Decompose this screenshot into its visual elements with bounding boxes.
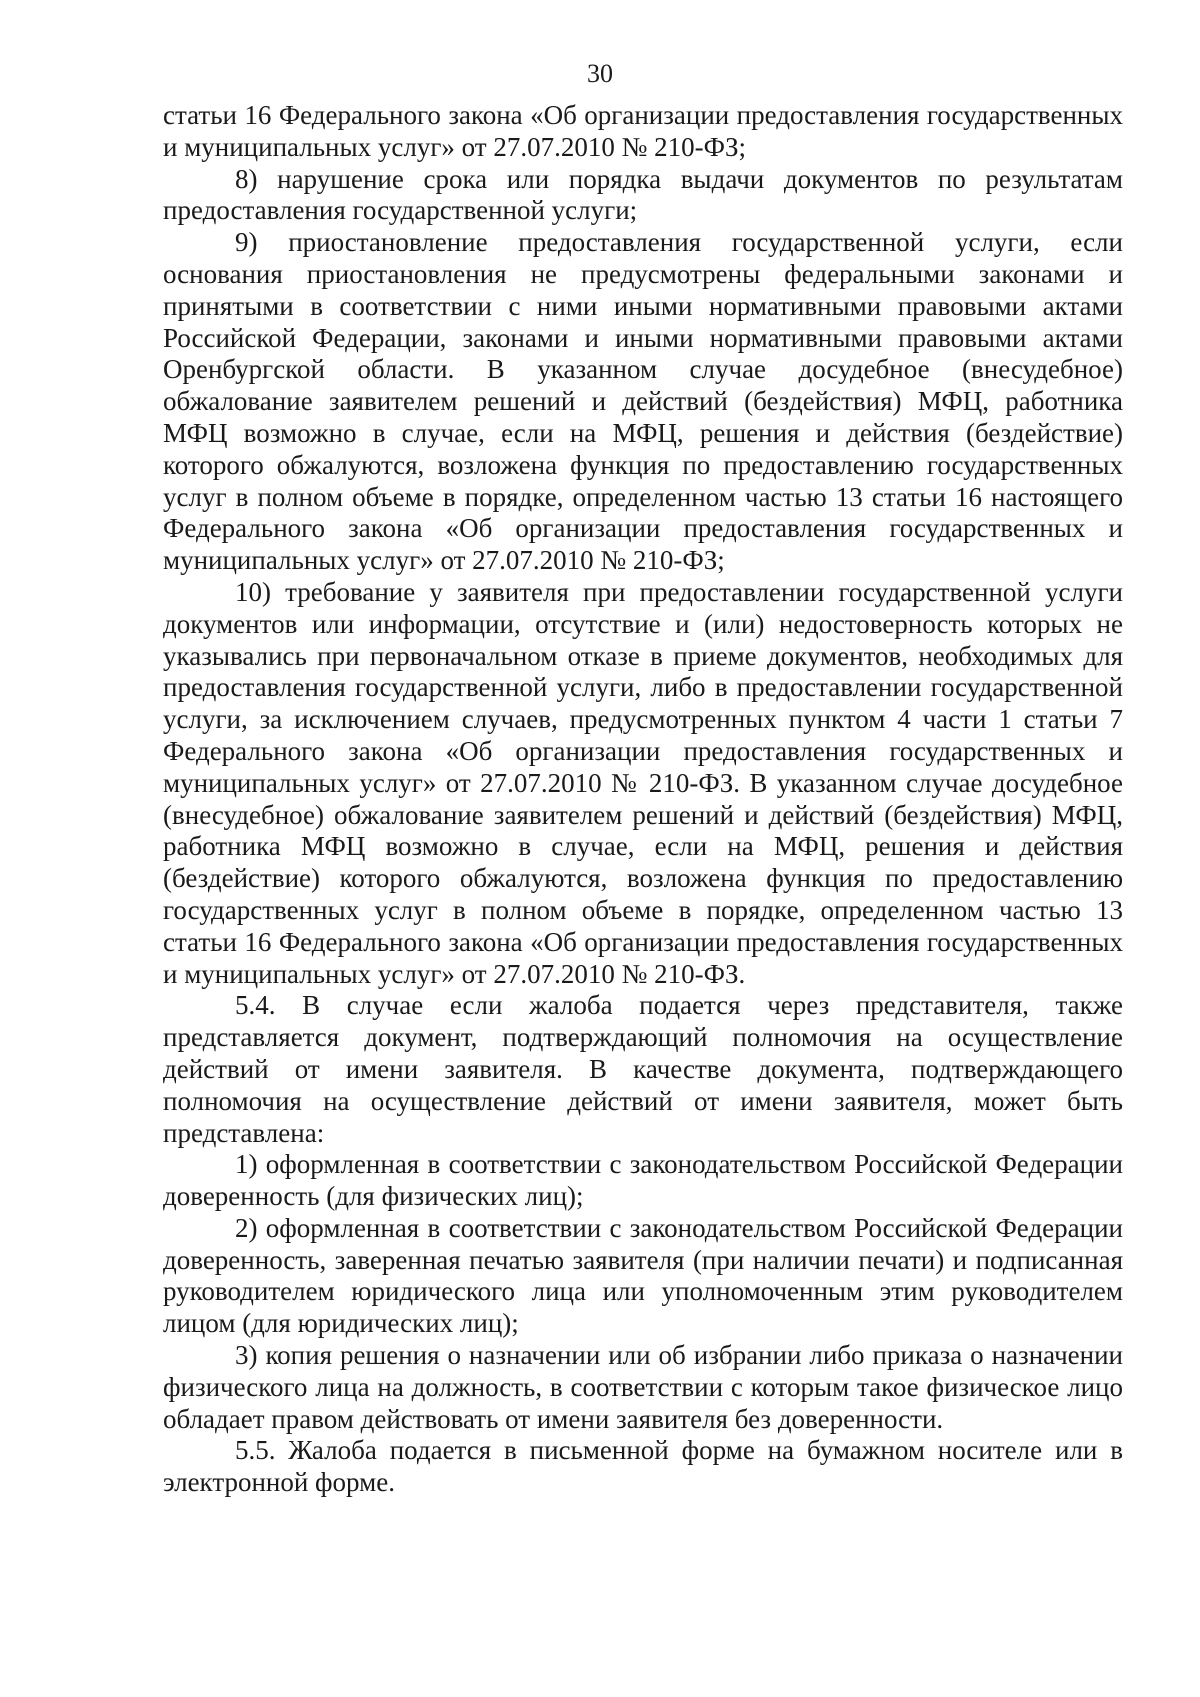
- paragraph-sub-item-2: 2) оформленная в соответствии с законодательством Российской Федерации доверенность, заверенная печатью заявителя (при наличии печати) и подписанная руководителем юридического лица или уполномоченным этим руководителем лицом (для юридических лиц);: [163, 1212, 1123, 1339]
- paragraph-item-8: 8) нарушение срока или порядка выдачи документов по результатам предоставления государственной услуги;: [163, 163, 1123, 226]
- paragraph-item-9: 9) приостановление предоставления государственной услуги, если основания приостановления не предусмотрены федеральными законами и принятыми в соответствии с ними иными нормативными правовыми актами Российской Федерации, законами и иными нормативными правовыми актами Оренбургской области. В указанном случае досудебное (внесудебное) обжалование заявителем решений и действий (бездействия) МФЦ, работника МФЦ возможно в случае, если на МФЦ, решения и действия (бездействие) которого обжалуются, возложена функция по предоставлению государственных услуг в полном объеме в порядке, определенном частью 13 статьи 16 настоящего Федерального закона «Об организации предоставления государственных и муниципальных услуг» от 27.07.2010 № 210-ФЗ;: [163, 227, 1123, 576]
- paragraph-continuation: статьи 16 Федерального закона «Об организации предоставления государственных и муниципальных услуг» от 27.07.2010 № 210-ФЗ;: [163, 100, 1123, 162]
- paragraph-section-5-5: 5.5. Жалоба подается в письменной форме на бумажном носителе или в электронной форме.: [163, 1435, 1123, 1498]
- paragraph-item-10: 10) требование у заявителя при предоставлении государственной услуги документов или информации, отсутствие и (или) недостоверность которых не указывались при первоначальном отказе в приеме документов, необходимых для предоставления государственной услуги, либо в предоставлении государственной услуги, за исключением случаев, предусмотренных пунктом 4 части 1 статьи 7 Федерального закона «Об организации предоставления государственных и муниципальных услуг» от 27.07.2010 № 210-ФЗ. В указанном случае досудебное (внесудебное) обжалование заявителем решений и действий (бездействия) МФЦ, работника МФЦ возможно в случае, если на МФЦ, решения и действия (бездействие) которого обжалуются, возложена функция по предоставлению государственных услуг в полном объеме в порядке, определенном частью 13 статьи 16 Федерального закона «Об организации предоставления государственных и муниципальных услуг» от 27.07.2010 № 210-ФЗ.: [163, 576, 1123, 989]
- page-number: 30: [587, 59, 613, 88]
- paragraph-sub-item-1: 1) оформленная в соответствии с законодательством Российской Федерации доверенность (для физических лиц);: [163, 1149, 1123, 1212]
- paragraph-section-5-4: 5.4. В случае если жалоба подается через представителя, также представляется документ, подтверждающий полномочия на осуществление действий от имени заявителя. В качестве документа, подтверждающего полномочия на осуществление действий от имени заявителя, может быть представлена:: [163, 990, 1123, 1148]
- document-body: [163, 100, 1123, 1499]
- paragraph-sub-item-3: 3) копия решения о назначении или об избрании либо приказа о назначении физического лица на должность, в соответствии с которым такое физическое лицо обладает правом действовать от имени заявителя без доверенности.: [163, 1340, 1123, 1434]
